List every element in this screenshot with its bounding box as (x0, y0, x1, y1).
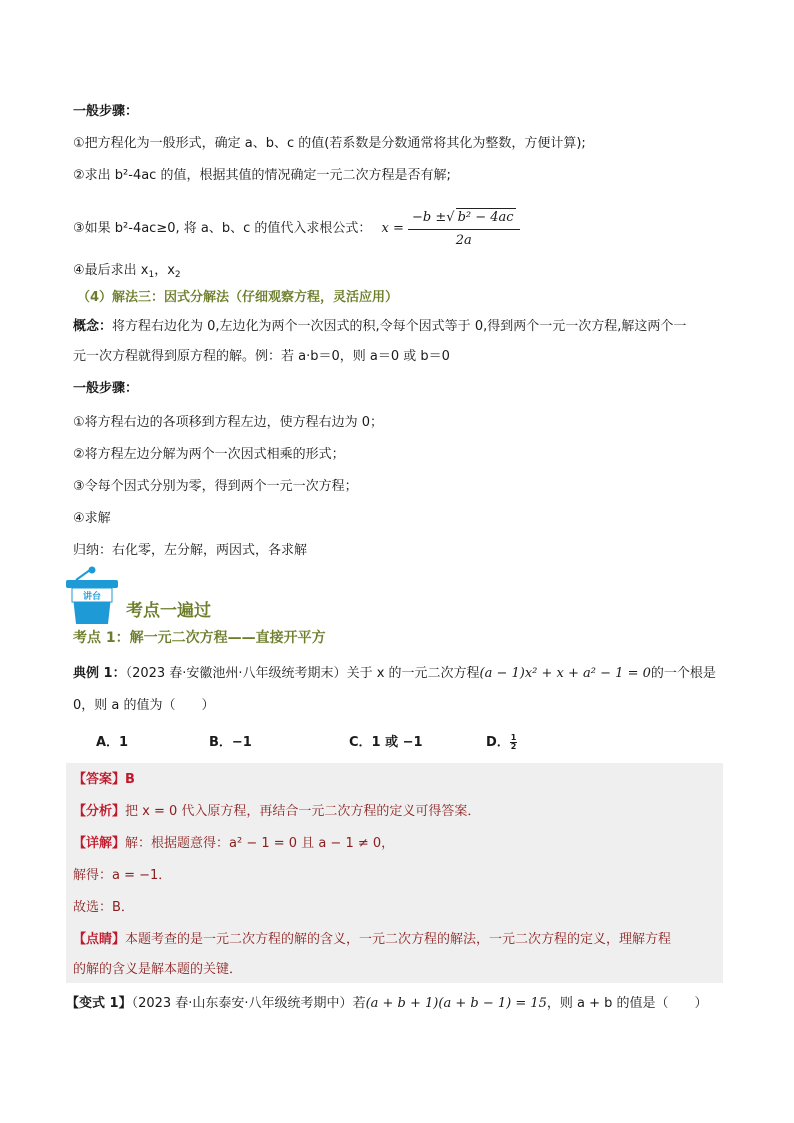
option-c: C．1 或 −1 (349, 735, 423, 750)
comment-label: 【点睛】 (73, 932, 126, 947)
example-equation: (a − 1)x² + x + a² − 1 = 0 (479, 666, 651, 681)
podium-label: 讲台 (82, 592, 102, 602)
comment-line-1 (73, 931, 671, 949)
steps-title-2: 一般步骤： (73, 381, 139, 396)
option-d-label: D． (486, 735, 510, 750)
example-text-1: 关于 x 的一元二次方程 (346, 666, 480, 681)
analysis-line (73, 803, 480, 821)
formula-sqrt: b² − 4ac (457, 210, 514, 225)
concept-label: 概念： (73, 319, 113, 334)
steps-title: 一般步骤： (73, 104, 139, 119)
variant-label: 【变式 1】 (66, 996, 132, 1011)
variant-equation: (a + b + 1)(a + b − 1) = 15 (365, 996, 547, 1011)
comment-text-1: 本题考查的是一元二次方程的解的含义，一元二次方程的解法，一元二次方程的定义，理解方程 (125, 932, 672, 947)
factor-step-1: ①将方程右边的各项移到方程左边，使方程右边为 0； (73, 415, 384, 430)
option-b: B．−1 (209, 735, 252, 750)
step-3 (73, 208, 520, 248)
factor-step-3: ③令每个因式分别为零，得到两个一元一次方程； (73, 479, 358, 494)
concept-line-1 (73, 318, 686, 336)
step-1: ①把方程化为一般形式，确定 a、b、c 的值(若系数是分数通常将其化为整数，方便计算); (73, 136, 586, 151)
variant-text-2: ，则 a + b 的值是（ ） (546, 996, 708, 1011)
step-4-sub1: 1 (148, 270, 155, 280)
variant-1 (66, 995, 708, 1013)
factor-step-2: ②将方程左边分解为两个一次因式相乘的形式； (73, 447, 345, 462)
analysis-text: 把 x = 0 代入原方程，再结合一元二次方程的定义可得答案． (125, 804, 481, 819)
detail-text: 解：根据题意得：a² − 1 = 0 且 a − 1 ≠ 0， (125, 836, 395, 851)
option-d (486, 734, 517, 752)
option-d-fraction (510, 734, 518, 751)
section-banner (66, 566, 211, 632)
formula-numerator-left: −b ± (412, 210, 447, 225)
example-1 (73, 665, 716, 683)
step-4-text: ④最后求出 x (73, 263, 149, 278)
formula-denominator: 2a (455, 233, 472, 248)
example-label: 典例 1： (73, 666, 126, 681)
detail-line (73, 835, 394, 853)
answer-value: B (125, 772, 135, 787)
option-d-num: 1 (510, 733, 517, 742)
answer-label: 【答案】 (73, 772, 126, 787)
method-title: （4）解法三：因式分解法（仔细观察方程，灵活应用） (77, 290, 399, 305)
example-source: （2023 春·安徽池州·八年级统考期末） (125, 666, 347, 681)
variant-text-1: 若 (352, 996, 366, 1011)
formula-lhs: x = (381, 221, 404, 236)
variant-source: （2023 春·山东泰安·八年级统考期中） (131, 996, 353, 1011)
podium-icon (66, 566, 130, 628)
detail-label: 【详解】 (73, 836, 126, 851)
option-d-den: 2 (510, 742, 517, 751)
example-line-2: 0，则 a 的值为（ ） (73, 698, 215, 713)
step-4-sub2: 2 (174, 270, 181, 280)
step-2: ②求出 b²-4ac 的值，根据其值的情况确定一元二次方程是否有解; (73, 168, 451, 183)
solve-line: 解得：a = −1． (73, 868, 172, 883)
concept-text-1: 将方程右边化为 0,左边化为两个一次因式的积,令每个因式等于 0,得到两个一元一次方程,解这两个一 (112, 319, 687, 334)
example-text-2: 的一个根是 (650, 666, 716, 681)
answer-line (73, 771, 135, 789)
kaodian-1-title: 考点 1：解一元二次方程——直接开平方 (73, 630, 326, 646)
quadratic-formula: $\frac{\text{−b ±√ b² − 4ac}}{2a}$ (408, 208, 520, 250)
factor-step-4: ④求解 (73, 511, 111, 526)
option-a: A．1 (96, 735, 129, 750)
comment-line-2: 的解的含义是解本题的关键． (73, 962, 243, 977)
step-4-mid: ，x (154, 263, 175, 278)
step-3-text: ③如果 b²-4ac≥0, 将 a、b、c 的值代入求根公式： (73, 221, 372, 236)
banner-title: 考点一遍过 (126, 601, 211, 621)
summary: 归纳：右化零，左分解，两因式，各求解 (73, 543, 308, 558)
step-4 (73, 262, 181, 284)
concept-line-2: 元一次方程就得到原方程的解。例：若 a·b＝0，则 a＝0 或 b＝0 (73, 349, 450, 364)
choose-line: 故选：B． (73, 900, 134, 915)
analysis-label: 【分析】 (73, 804, 126, 819)
